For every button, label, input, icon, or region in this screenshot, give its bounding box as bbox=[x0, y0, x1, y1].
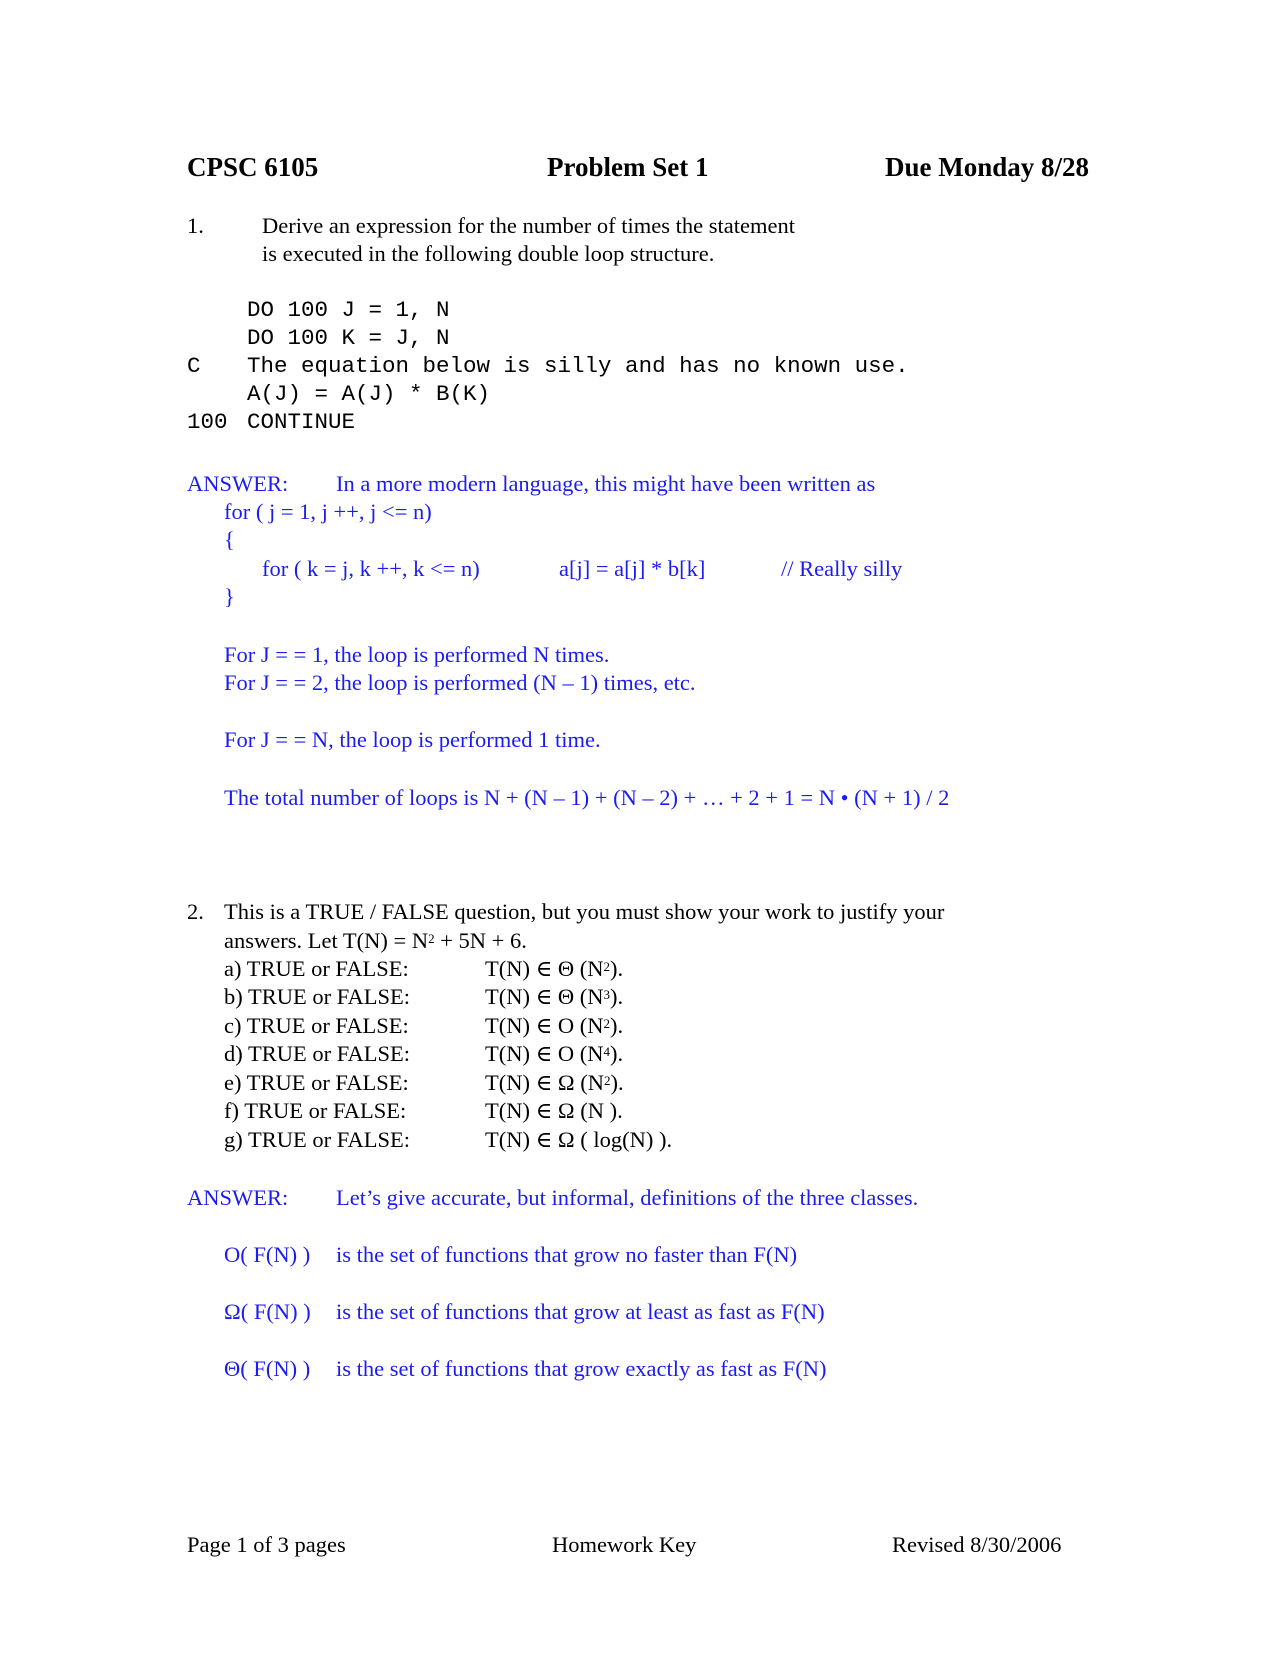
code-comment: // Really silly bbox=[781, 556, 903, 581]
definition-term: Θ( F(N) ) bbox=[224, 1356, 311, 1381]
tf-item-label: e) TRUE or FALSE: bbox=[224, 1070, 409, 1095]
code-line: CONTINUE bbox=[247, 409, 356, 435]
code-line: DO 100 K = J, N bbox=[247, 325, 450, 351]
footer-revised: Revised 8/30/2006 bbox=[892, 1532, 1062, 1557]
answer-line: For J = = 2, the loop is performed (N – 1) times, etc. bbox=[224, 670, 696, 695]
code-label: C bbox=[187, 353, 201, 379]
for-outer: for ( j = 1, j ++, j <= n) bbox=[224, 499, 432, 524]
tf-item-expr: T(N) ∈ Ω ( log(N) ). bbox=[485, 1127, 673, 1152]
tf-item-label: a) TRUE or FALSE: bbox=[224, 956, 409, 981]
q1-answer-intro: In a more modern language, this might have been written as bbox=[336, 471, 876, 496]
q2-number: 2. bbox=[187, 899, 204, 924]
footer-page: Page 1 of 3 pages bbox=[187, 1532, 346, 1557]
brace-close: } bbox=[224, 584, 235, 609]
code-label: 100 bbox=[187, 409, 228, 435]
definition-text: is the set of functions that grow at least as fast as F(N) bbox=[336, 1299, 825, 1324]
tf-item-label: c) TRUE or FALSE: bbox=[224, 1013, 409, 1038]
tf-item-expr: T(N) ∈ O $(N^2)$. bbox=[485, 1013, 624, 1038]
brace-open: { bbox=[224, 527, 235, 552]
code-line: A(J) = A(J) * B(K) bbox=[247, 381, 491, 407]
q1-number: 1. bbox=[187, 213, 204, 238]
definition-text: is the set of functions that grow exactly as fast as F(N) bbox=[336, 1356, 827, 1381]
code-line: The equation below is silly and has no known use. bbox=[247, 353, 909, 379]
q2-prompt-line2: answers. Let $T(N) = N^2 + 5N + 6$. bbox=[224, 928, 527, 953]
tf-item-expr: T(N) ∈ Ω (N ). bbox=[485, 1098, 623, 1123]
tf-item-expr: T(N) ∈ O $(N^4)$. bbox=[485, 1041, 624, 1066]
tf-item-expr: T(N) ∈ Θ $(N^3)$. bbox=[485, 984, 624, 1009]
q2-prompt-line1: This is a TRUE / FALSE question, but you must show your work to justify your bbox=[224, 899, 945, 924]
answer-line: For J = = N, the loop is performed 1 time. bbox=[224, 727, 601, 752]
tf-item-label: g) TRUE or FALSE: bbox=[224, 1127, 411, 1152]
tf-item-expr: T(N) ∈ Θ $(N^2)$. bbox=[485, 956, 624, 981]
answer-line: For J = = 1, the loop is performed N times. bbox=[224, 642, 610, 667]
course-number: CPSC 6105 bbox=[187, 152, 319, 182]
q1-prompt-line2: is executed in the following double loop structure. bbox=[262, 241, 715, 266]
tf-item-label: f) TRUE or FALSE: bbox=[224, 1098, 407, 1123]
definition-term: Ω( F(N) ) bbox=[224, 1299, 311, 1324]
due-date: Due Monday 8/28 bbox=[885, 152, 1090, 182]
tf-item-expr: T(N) ∈ Ω $(N^2)$. bbox=[485, 1070, 624, 1095]
footer-title: Homework Key bbox=[552, 1532, 697, 1557]
q2-answer-intro: Let’s give accurate, but informal, definitions of the three classes. bbox=[336, 1185, 919, 1210]
q2-answer-label: ANSWER: bbox=[187, 1185, 289, 1210]
definition-text: is the set of functions that grow no faster than F(N) bbox=[336, 1242, 798, 1267]
q1-answer-label: ANSWER: bbox=[187, 471, 289, 496]
code-line: DO 100 J = 1, N bbox=[247, 297, 450, 323]
q1-prompt-line1: Derive an expression for the number of times the statement bbox=[262, 213, 795, 238]
tf-item-label: b) TRUE or FALSE: bbox=[224, 984, 411, 1009]
answer-total: The total number of loops is N + (N – 1) + (N – 2) + … + 2 + 1 = N • (N + 1) / 2 bbox=[224, 785, 950, 810]
problem-set-title: Problem Set 1 bbox=[547, 152, 709, 182]
definition-term: O( F(N) ) bbox=[224, 1242, 311, 1267]
assignment: a[j] = a[j] * b[k] bbox=[559, 556, 706, 581]
for-inner: for ( k = j, k ++, k <= n) bbox=[262, 556, 480, 581]
tf-item-label: d) TRUE or FALSE: bbox=[224, 1041, 411, 1066]
